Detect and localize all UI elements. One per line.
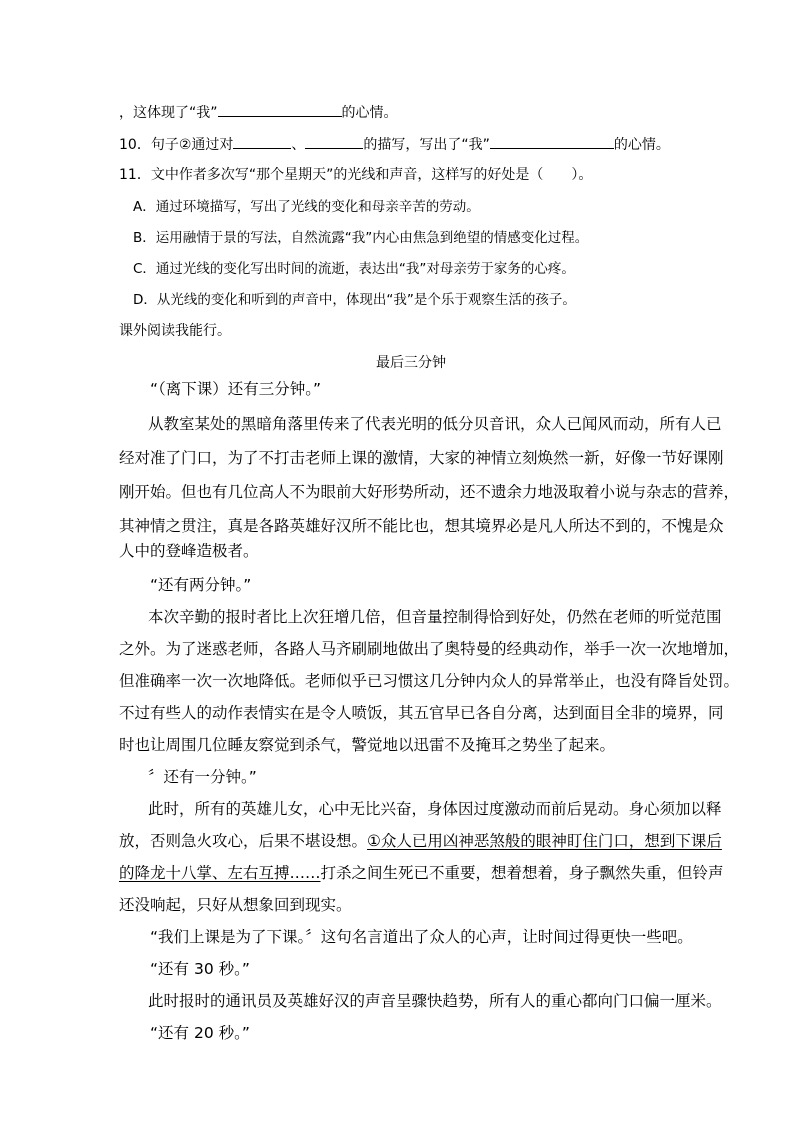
question-11-stem: 11．文中作者多次写“那个星期天”的光线和声音，这样写的好处是（ ）。 xyxy=(119,167,593,183)
q10-blank-3[interactable] xyxy=(490,134,614,149)
article-line: 其神情之贯注，真是各路英雄好汉所不能比也，想其境界必是凡人所达不到的，不愧是众 xyxy=(119,517,724,535)
article-line: 还没响起，只好从想象回到现实。 xyxy=(119,896,352,914)
section-heading: 课外阅读我能行。 xyxy=(119,323,231,339)
article-line: 之外。为了迷惑老师，各路人马齐刷刷地做出了奥特曼的经典动作，举手一次一次地增加， xyxy=(119,640,740,658)
article-line: 此时报时的通讯员及英雄好汉的声音呈骤快趋势，所有人的重心都向门口偏一厘米。 xyxy=(148,992,722,1010)
article-line: 不过有些人的动作表情实在是令人喷饭，其五官早已各自分离，达到面目全非的境界，同 xyxy=(119,704,724,722)
question-9-tail xyxy=(119,102,398,122)
article-line: 经对准了门口，为了不打击老师上课的激情，大家的神情立刻焕然一新，好像一节好课刚 xyxy=(119,449,724,467)
article-line: 但准确率一次一次地降低。老师似乎已习惯这几分钟内众人的异常举止，也没有降旨处罚。 xyxy=(119,672,740,690)
article-title: 最后三分钟 xyxy=(376,355,446,371)
article-line: 〞还有一分钟。” xyxy=(148,768,257,786)
question-11-option-a[interactable]: A．通过环境描写，写出了光线的变化和母亲辛苦的劳动。 xyxy=(133,199,480,215)
article-line: “我们上课是为了下课。〞这句名言道出了众人的心声，让时间过得更快一些吧。 xyxy=(150,928,693,946)
underlined-sentence-1-cont: 的降龙十八掌、左右互搏…… xyxy=(119,864,321,882)
article-line-with-underline xyxy=(119,862,724,884)
question-11-option-d[interactable]: D．从光线的变化和听到的声音中，体现出“我”是个乐于观察生活的孩子。 xyxy=(133,292,576,308)
q9-text-before: ，这体现了“我” xyxy=(119,105,218,121)
underlined-sentence-1: ①众人已用凶神恶煞般的眼神盯住门口，想到下课后 xyxy=(367,832,722,850)
article-line: 人中的登峰造极者。 xyxy=(119,542,259,560)
article-line: 此时，所有的英雄儿女，心中无比兴奋，身体因过度激动而前后晃动。身心须加以释 xyxy=(148,800,722,818)
article-line: “还有 30 秒。” xyxy=(150,960,250,978)
q9-text-after: 的心情。 xyxy=(341,105,398,121)
article-line: 从教室某处的黑暗角落里传来了代表光明的低分贝音讯，众人已闻风而动，所有人已 xyxy=(148,415,722,433)
q10-suffix: 的心情。 xyxy=(613,137,670,153)
article-line: “还有 20 秒。” xyxy=(150,1024,250,1042)
article-line: “（离下课）还有三分钟。” xyxy=(150,380,322,398)
article-text: 打杀之间生死已不重要，想着想着，身子飘然失重，但铃声 xyxy=(320,864,724,882)
question-11-option-b[interactable]: B．运用融情于景的写法，自然流露“我”内心由焦急到绝望的情感变化过程。 xyxy=(133,230,589,246)
article-line: 刚开始。但也有几位高人不为眼前大好形势所动，还不遗余力地汲取着小说与杂志的营养， xyxy=(119,483,740,501)
article-line-with-underline xyxy=(119,830,722,852)
article-line: “还有两分钟。” xyxy=(150,576,252,594)
question-10 xyxy=(119,134,670,154)
q10-blank-2[interactable] xyxy=(305,134,363,149)
q9-answer-blank[interactable] xyxy=(218,102,342,117)
question-11-option-c[interactable]: C．通过光线的变化写出时间的流逝，表达出“我”对母亲劳于家务的心疼。 xyxy=(133,261,575,277)
q10-middle: 的描写，写出了“我” xyxy=(363,137,490,153)
q10-blank-1[interactable] xyxy=(233,134,291,149)
q10-separator: 、 xyxy=(291,137,306,153)
article-line: 时也让周围几位睡友察觉到杀气，警觉地以迅雷不及掩耳之势坐了起来。 xyxy=(119,736,616,754)
article-line: 本次辛勤的报时者比上次狂增几倍，但音量控制得恰到好处，仍然在老师的听觉范围 xyxy=(148,608,722,626)
q10-prefix: 10．句子②通过对 xyxy=(119,137,234,153)
article-text: 放，否则急火攻心，后果不堪设想。 xyxy=(119,832,368,850)
